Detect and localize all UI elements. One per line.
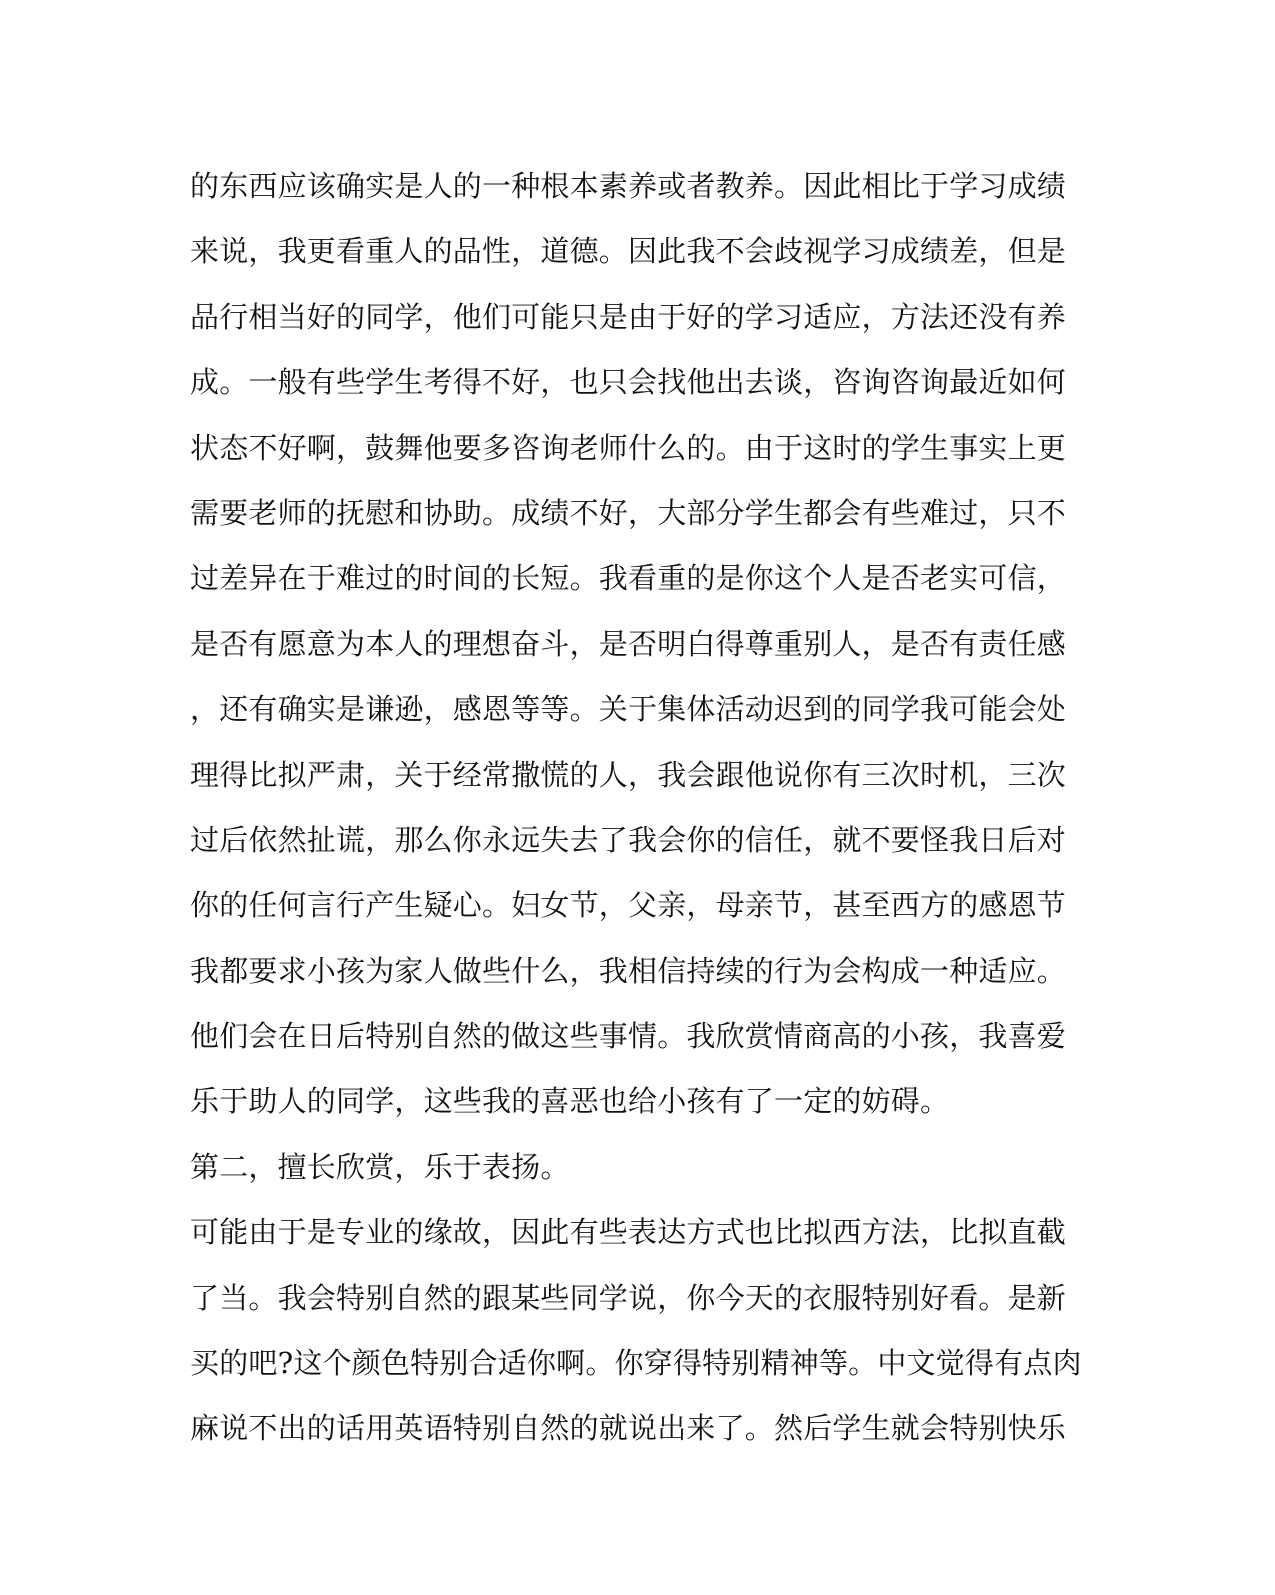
- text-line: 麻说不出的话用英语特别自然的就说出来了。然后学生就会特别快乐: [190, 1411, 1067, 1446]
- body-text: [190, 154, 1090, 1462]
- text-line: ，还有确实是谦逊，感恩等等。关于集体活动迟到的同学我可能会处: [190, 692, 1067, 727]
- text-line: 的东西应该确实是人的一种根本素养或者教养。因此相比于学习成绩: [190, 169, 1067, 203]
- text-line: 买的吧?这个颜色特别合适你啊。你穿得特别精神等。中文觉得有点肉: [190, 1346, 1082, 1381]
- text-line: 乐于助人的同学，这些我的喜恶也给小孩有了一定的妨碍。: [190, 1084, 950, 1119]
- section-heading: 第二，擅长欣赏，乐于表扬。: [190, 1149, 570, 1184]
- text-line: 是否有愿意为本人的理想奋斗，是否明白得尊重别人，是否有责任感: [190, 626, 1067, 661]
- text-line: 品行相当好的同学，他们可能只是由于好的学习适应，方法还没有养: [190, 299, 1067, 334]
- text-line: 理得比拟严肃，关于经常撒慌的人，我会跟他说你有三次时机，三次: [190, 757, 1067, 792]
- text-line: 过差异在于难过的时间的长短。我看重的是你这个人是否老实可信，: [190, 561, 1067, 596]
- text-line: 了当。我会特别自然的跟某些同学说，你今天的衣服特别好看。是新: [190, 1280, 1067, 1315]
- text-line: 来说，我更看重人的品性，道德。因此我不会歧视学习成绩差，但是: [190, 234, 1067, 269]
- text-line: 状态不好啊，鼓舞他要多咨询老师什么的。由于这时的学生事实上更: [190, 430, 1067, 465]
- text-line: 你的任何言行产生疑心。妇女节，父亲，母亲节，甚至西方的感恩节: [190, 888, 1067, 923]
- text-line: 他们会在日后特别自然的做这些事情。我欣赏情商高的小孩，我喜爱: [190, 1019, 1067, 1054]
- text-line: 过后依然扯谎，那么你永远失去了我会你的信任，就不要怪我日后对: [190, 822, 1067, 857]
- text-line: 可能由于是专业的缘故，因此有些表达方式也比拟西方法，比拟直截: [190, 1215, 1067, 1250]
- text-line: 需要老师的抚慰和协助。成绩不好，大部分学生都会有些难过，只不: [190, 495, 1067, 530]
- text-line: 我都要求小孩为家人做些什么，我相信持续的行为会构成一种适应。: [190, 953, 1067, 988]
- text-line: 成。一般有些学生考得不好，也只会找他出去谈，咨询咨询最近如何: [190, 365, 1067, 400]
